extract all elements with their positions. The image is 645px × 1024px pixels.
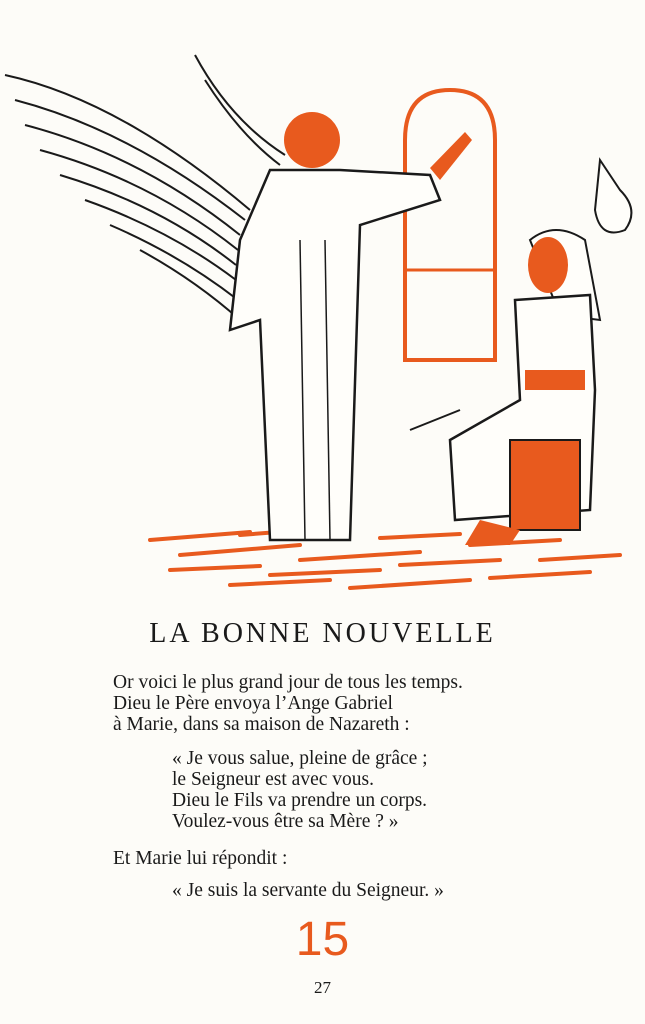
page-title: LA BONNE NOUVELLE bbox=[149, 618, 496, 649]
text-line: Voulez-vous être sa Mère ? » bbox=[172, 811, 399, 832]
text-line: Dieu le Père envoya l’Ange Gabriel bbox=[113, 693, 393, 714]
window-arch bbox=[405, 90, 495, 360]
angel-quote bbox=[172, 748, 632, 832]
angel-figure bbox=[230, 112, 472, 540]
mary-quote bbox=[172, 880, 632, 901]
reply-intro bbox=[113, 848, 573, 869]
text-line: Or voici le plus grand jour de tous les temps. bbox=[113, 672, 463, 693]
mary-figure bbox=[410, 160, 631, 545]
annunciation-illustration bbox=[0, 40, 645, 600]
text-line: Dieu le Fils va prendre un corps. bbox=[172, 790, 428, 811]
text-line: Et Marie lui répondit : bbox=[113, 848, 288, 869]
intro-paragraph bbox=[113, 672, 573, 735]
text-line: à Marie, dans sa maison de Nazareth : bbox=[113, 714, 410, 735]
floor-tiles bbox=[150, 528, 620, 588]
text-line: « Je vous salue, pleine de grâce ; bbox=[172, 748, 428, 769]
text-line: « Je suis la servante du Seigneur. » bbox=[172, 880, 444, 901]
chapter-number: 15 bbox=[295, 913, 350, 966]
text-line: le Seigneur est avec vous. bbox=[172, 769, 374, 790]
page-number: 27 bbox=[314, 978, 331, 997]
